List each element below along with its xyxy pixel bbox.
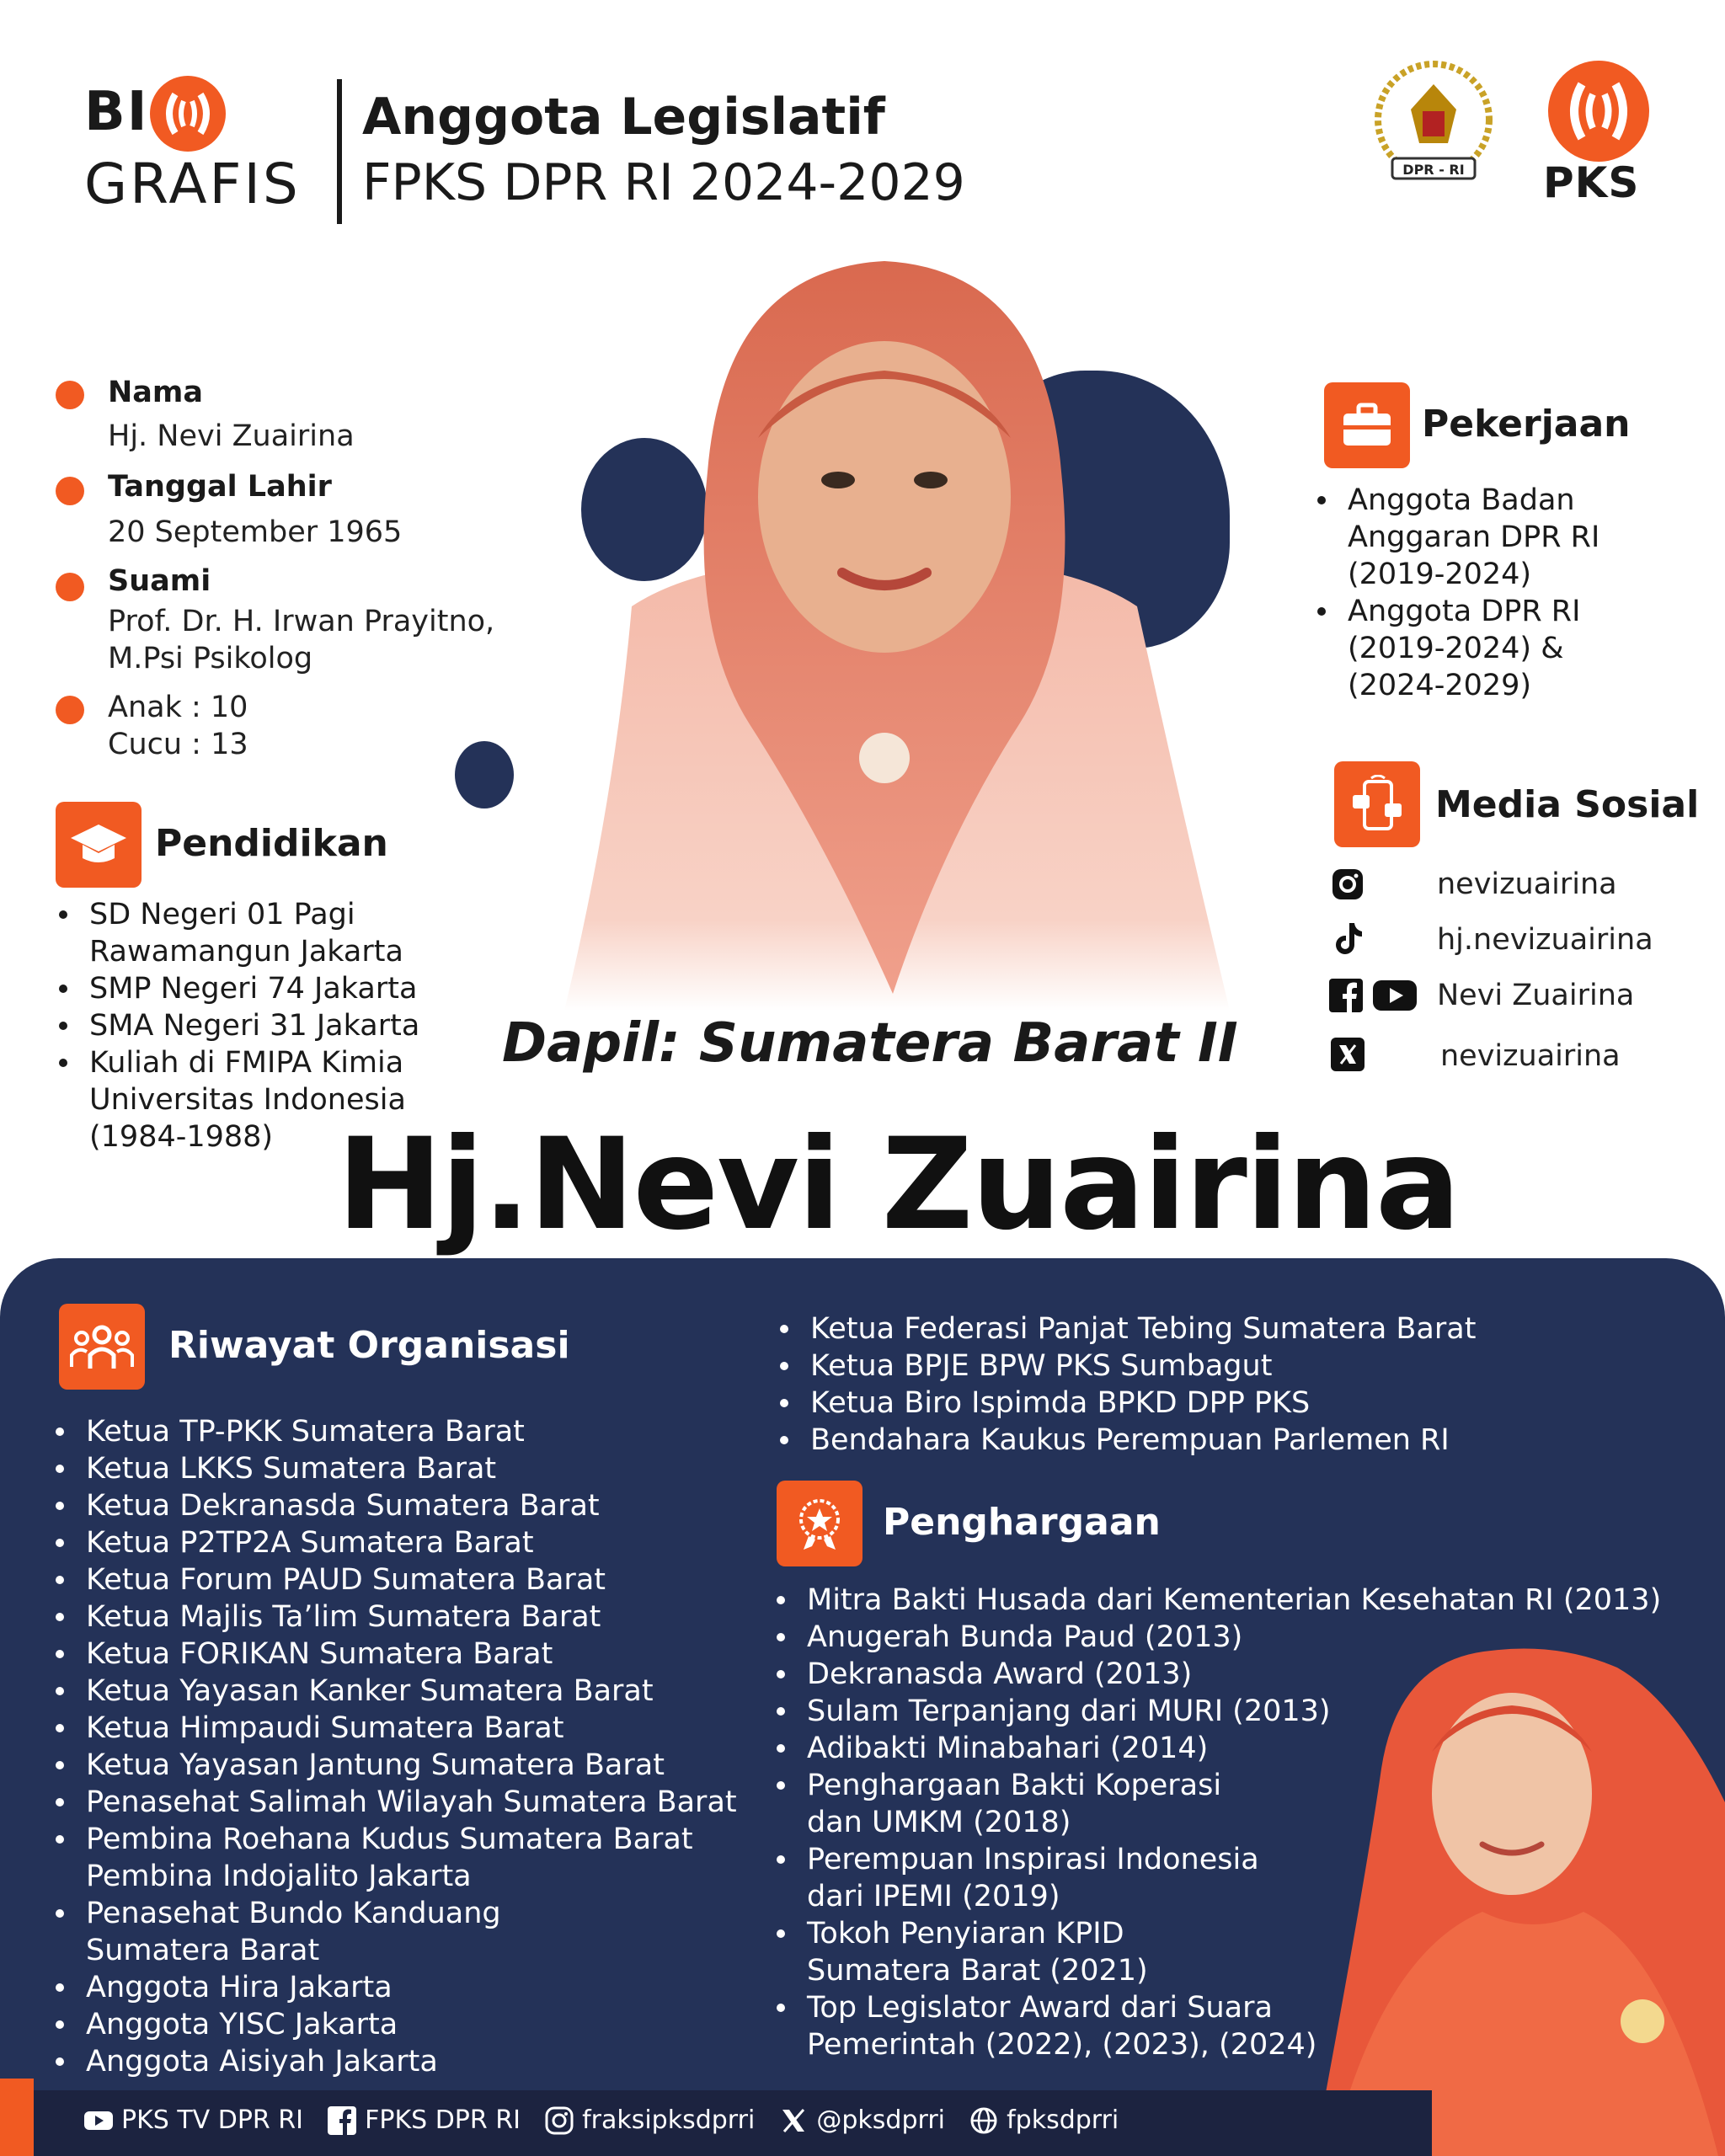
tiktok-handle[interactable]: hj.nevizuairina [1437, 923, 1653, 957]
list-item: Adibakti Minabahari (2014) [773, 1730, 1700, 1767]
media-sosial-title: Media Sosial [1435, 783, 1700, 826]
list-item: Top Legislator Award dari Suara Pemerintah (2022), (2023), (2024) [773, 1989, 1700, 2063]
list-item: Pembina Roehana Kudus Sumatera Barat Pembina Indojalito Jakarta [52, 1821, 768, 1895]
list-item: Ketua FORIKAN Sumatera Barat [52, 1636, 768, 1673]
list-item: Kuliah di FMIPA Kimia Universitas Indonesia (1984-1988) [56, 1044, 494, 1155]
list-item: Ketua P2TP2A Sumatera Barat [52, 1524, 768, 1561]
bullet-dot [56, 381, 84, 409]
list-item: Anugerah Bunda Paud (2013) [773, 1619, 1700, 1656]
list-item: Tokoh Penyiaran KPID Sumatera Barat (2021) [773, 1915, 1700, 1989]
list-item: Anggota Hira Jakarta [52, 1969, 768, 2006]
main-portrait [472, 253, 1306, 1086]
list-item: Ketua Yayasan Jantung Sumatera Barat [52, 1747, 768, 1784]
list-item: Anggota Aisiyah Jakarta [52, 2043, 768, 2080]
lahir-label: Tanggal Lahir [108, 470, 332, 504]
list-item: Ketua Dekranasda Sumatera Barat [52, 1487, 768, 1524]
footer-facebook[interactable]: FPKS DPR RI [328, 2105, 521, 2135]
bullet-dot [56, 477, 84, 505]
facebook-youtube-handle[interactable]: Nevi Zuairina [1437, 979, 1635, 1012]
header-title: Anggota Legislatif [362, 88, 885, 147]
list-item: Penghargaan Bakti Koperasi dan UMKM (2018) [773, 1767, 1700, 1841]
footer-youtube[interactable]: PKS TV DPR RI [84, 2105, 303, 2135]
award-icon [777, 1481, 862, 1566]
list-item: Ketua Majlis Ta’lim Sumatera Barat [52, 1598, 768, 1636]
list-item: Mitra Bakti Husada dari Kementerian Kesehatan RI (2013) [773, 1582, 1700, 1619]
list-item: SD Negeri 01 Pagi Rawamangun Jakarta [56, 896, 494, 970]
organisasi-list [52, 1413, 768, 2080]
x-icon [779, 2106, 808, 2135]
youtube-icon [84, 2106, 113, 2135]
suami-label: Suami [108, 564, 211, 598]
footer-links [84, 2105, 1139, 2138]
list-item: Perempuan Inspirasi Indonesia dari IPEMI (2019) [773, 1841, 1700, 1915]
tiktok-icon [1334, 921, 1365, 955]
list-item: Dekranasda Award (2013) [773, 1656, 1700, 1693]
header-subtitle: FPKS DPR RI 2024-2029 [362, 153, 965, 212]
anak-value: Anak : 10 [108, 691, 248, 724]
facebook-icon [1329, 979, 1363, 1012]
member-name: Hj.Nevi Zuairina [337, 1112, 1460, 1258]
dpr-emblem [1360, 59, 1508, 194]
secondary-portrait [1280, 1634, 1725, 2156]
pks-label: PKS [1543, 158, 1640, 207]
lahir-value: 20 September 1965 [108, 515, 403, 549]
bio-title-top: BI [84, 81, 149, 143]
organisasi-list-right [777, 1310, 1686, 1459]
penghargaan-title: Penghargaan [883, 1501, 1161, 1544]
list-item: Penasehat Bundo Kanduang Sumatera Barat [52, 1895, 768, 1969]
list-item: Ketua Biro Ispimda BPKD DPP PKS [777, 1385, 1686, 1422]
pendidikan-title: Pendidikan [155, 822, 388, 865]
suami-value-cont: M.Psi Psikolog [108, 642, 313, 675]
list-item: Ketua Himpaudi Sumatera Barat [52, 1710, 768, 1747]
footer-web[interactable]: fpksdprri [969, 2105, 1119, 2135]
bio-title-bottom: GRAFIS [84, 152, 301, 216]
cucu-value: Cucu : 13 [108, 728, 248, 761]
footer-instagram[interactable]: fraksipksdprri [545, 2105, 755, 2135]
list-item: Ketua Federasi Panjat Tebing Sumatera Barat [777, 1310, 1686, 1348]
graduation-cap-icon [56, 802, 142, 888]
x-handle[interactable]: nevizuairina [1440, 1039, 1621, 1073]
list-item: Anggota YISC Jakarta [52, 2006, 768, 2043]
bullet-dot [56, 696, 84, 724]
suami-value: Prof. Dr. H. Irwan Prayitno, [108, 605, 495, 638]
list-item: Ketua BPJE BPW PKS Sumbagut [777, 1348, 1686, 1385]
globe-icon [969, 2106, 998, 2135]
social-media-icon [1334, 761, 1420, 847]
nama-label: Nama [108, 376, 203, 409]
organization-icon [59, 1304, 145, 1390]
organisasi-title: Riwayat Organisasi [168, 1324, 570, 1367]
footer-accent [0, 2079, 34, 2156]
briefcase-icon [1324, 382, 1410, 468]
dapil-label: Dapil: Sumatera Barat II [502, 1012, 1238, 1075]
pks-logo [1548, 61, 1649, 162]
list-item: Anggota DPR RI (2019-2024) & (2024-2029) [1314, 593, 1685, 704]
footer-x[interactable]: @pksdprri [779, 2105, 945, 2135]
x-icon [1331, 1038, 1365, 1071]
header-divider [337, 79, 342, 224]
pekerjaan-title: Pekerjaan [1422, 403, 1631, 446]
list-item: Ketua Forum PAUD Sumatera Barat [52, 1561, 768, 1598]
instagram-icon [545, 2106, 574, 2135]
instagram-handle[interactable]: nevizuairina [1437, 867, 1617, 901]
list-item: SMA Negeri 31 Jakarta [56, 1007, 494, 1044]
list-item: Ketua Yayasan Kanker Sumatera Barat [52, 1673, 768, 1710]
crescent-icon [1548, 61, 1649, 162]
list-item: Ketua TP-PKK Sumatera Barat [52, 1413, 768, 1450]
nama-value: Hj. Nevi Zuairina [108, 419, 355, 453]
list-item: Bendahara Kaukus Perempuan Parlemen RI [777, 1422, 1686, 1459]
list-item: Anggota Badan Anggaran DPR RI (2019-2024) [1314, 482, 1685, 593]
list-item: Penasehat Salimah Wilayah Sumatera Barat [52, 1784, 768, 1821]
facebook-icon [328, 2106, 356, 2135]
youtube-icon [1373, 980, 1417, 1011]
list-item: Sulam Terpanjang dari MURI (2013) [773, 1693, 1700, 1730]
crescent-icon [150, 76, 226, 152]
list-item: SMP Negeri 74 Jakarta [56, 970, 494, 1007]
bullet-dot [56, 573, 84, 601]
list-item: Ketua LKKS Sumatera Barat [52, 1450, 768, 1487]
pekerjaan-list [1314, 482, 1685, 704]
pks-logo-small [150, 76, 226, 152]
instagram-icon [1331, 867, 1365, 901]
dpr-label: DPR - RI [1402, 162, 1465, 178]
